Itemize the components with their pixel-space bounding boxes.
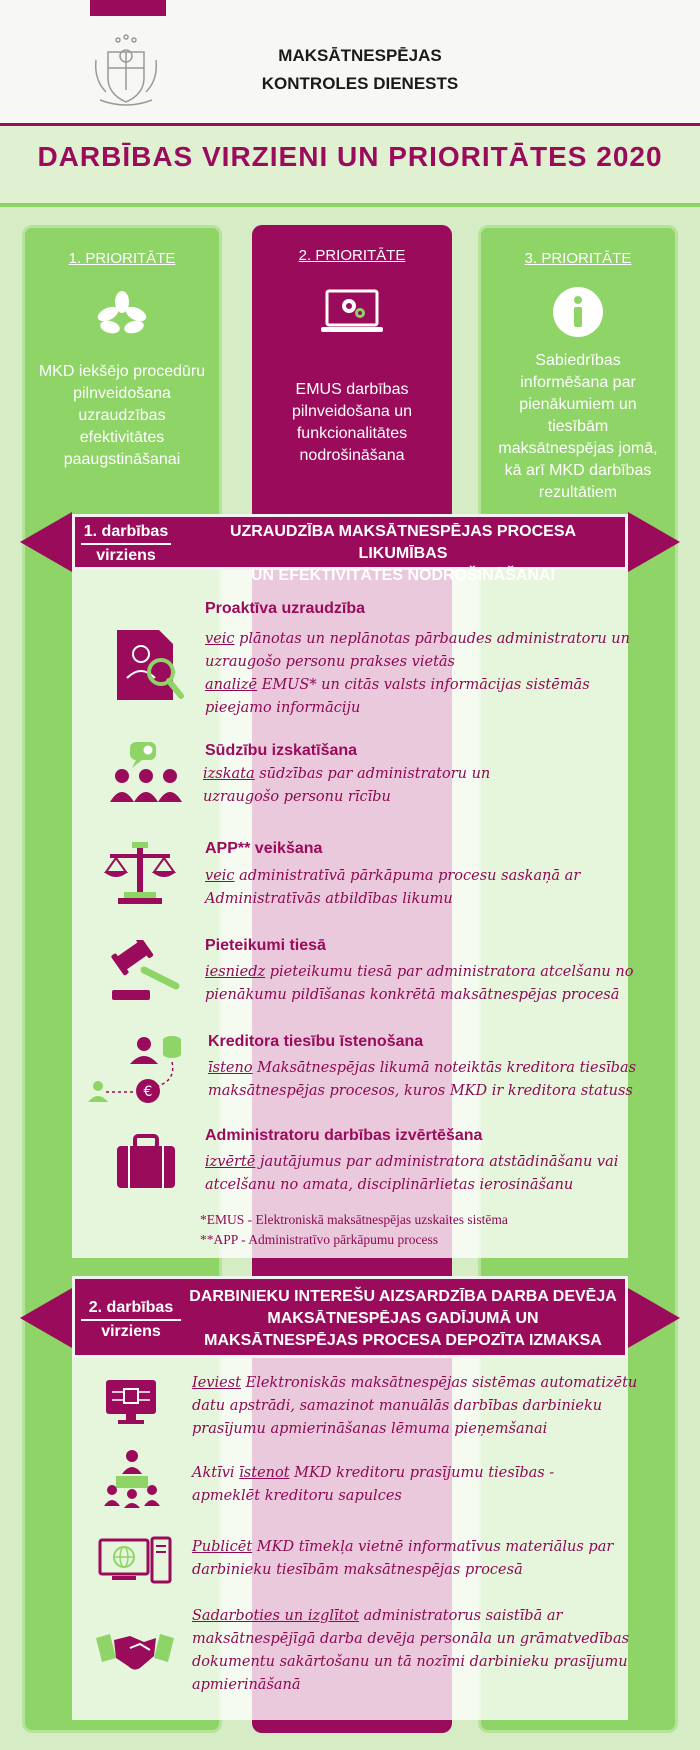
item-1-text (205, 628, 630, 720)
d2-item-3-line-1: MKD tīmekļa vietnē informatīvus materiālus par (252, 1539, 614, 1555)
leaves-icon (95, 290, 149, 338)
priority-3-text: Sabiedrības informēšana par pienākumiem un tiesībām maksātnespējas jomā, kā arī MKD darbības rezultātiem (498, 352, 658, 501)
direction-2-banner (72, 1276, 628, 1358)
item-4-line-1: pieteikumu tiesā par administratora atcelšanu no (265, 964, 634, 980)
item-6-line-2: atcelšanu no amata, disciplinārlietas ierosināšanu (205, 1177, 574, 1193)
priority-1-text: MKD iekšējo procedūru pilnveidošana uzraudzības efektivitātes paaugstināšanai (38, 363, 206, 468)
direction-2-title-line-3: MAKSĀTNESPĒJAS PROCESA DEPOZĪTA IZMAKSA (204, 1332, 602, 1349)
direction-2-title (185, 1286, 621, 1352)
item-4-verb-1: iesniedz (205, 964, 266, 980)
direction-1-arrow-left (20, 512, 72, 572)
d2-item-4-line-2: maksātnespējīgā darba devēja personāla un grāmatvedības (192, 1631, 630, 1647)
d2-item-2-line-1a: Aktīvi (192, 1465, 240, 1481)
direction-1-title (185, 521, 621, 587)
item-1-title: Proaktīva uzraudzība (205, 600, 366, 617)
d2-item-1-line-3: prasījumu apmierināšanas lēmuma pieņemšanai (192, 1421, 548, 1437)
org-line-2: KONTROLES DIENESTS (261, 74, 459, 93)
item-1-verb-1: veic (205, 631, 235, 647)
item-5-line-1: Maksātnespējas likumā noteiktās kreditora tiesības (252, 1060, 637, 1076)
direction-1-label-line-1: 1. darbības (81, 521, 171, 545)
scales-icon (104, 842, 176, 904)
title-band-divider (0, 203, 700, 207)
d2-item-4-line-1: administratorus saistībā ar (359, 1608, 563, 1624)
item-4-line-2: pienākumu pildīšanas konkrētā maksātnespējas procesā (205, 987, 620, 1003)
direction-1-label (81, 521, 171, 567)
footnote-app: **APP - Administratīvo pārkāpumu process (200, 1232, 438, 1247)
item-6-text (205, 1151, 618, 1197)
org-line-1: MAKSĀTNESPĒJAS (278, 46, 442, 65)
direction-2-arrow-left (20, 1288, 72, 1348)
item-2-line-2: uzraugošo personu rīcību (203, 789, 391, 805)
item-2-title: Sūdzību izskatīšana (205, 742, 358, 759)
d2-item-2-line-1b: MKD kreditoru prasījumu tiesības - (289, 1465, 555, 1481)
priority-2-label: 2. PRIORITĀTE (298, 247, 406, 264)
priority-2-text: EMUS darbības pilnveidošana un funkcionalitātes nodrošināšana (291, 381, 413, 464)
direction-1-arrow-right (628, 512, 680, 572)
priority-3-label: 3. PRIORITĀTE (524, 250, 632, 267)
direction-1-banner (72, 514, 628, 584)
item-1-line-1: plānotas un neplānotas pārbaudes administratoru un (234, 631, 630, 647)
d2-item-2-line-2: apmeklēt kreditoru sapulces (192, 1488, 402, 1504)
gavel-icon (108, 940, 184, 1004)
coat-of-arms-icon (86, 30, 166, 110)
item-2-verb-1: izskata (203, 766, 255, 782)
item-3-verb-1: veic (205, 868, 235, 884)
direction-2-title-line-1: DARBINIEKU INTEREŠU AIZSARDZĪBA DARBA DEVĒJA (189, 1288, 617, 1305)
d2-item-3-text (192, 1536, 613, 1582)
item-6-verb-1: izvērtē (205, 1154, 256, 1170)
people-complaint-icon (110, 742, 182, 808)
item-6-title: Administratoru darbības izvērtēšana (205, 1127, 483, 1144)
document-magnifier-icon (115, 628, 185, 704)
laptop-gears-icon (319, 287, 385, 337)
d2-item-2-text (192, 1462, 554, 1508)
organization-name (250, 42, 470, 98)
circuit-monitor-icon (104, 1378, 158, 1426)
d2-item-1-text (192, 1372, 637, 1441)
direction-1-label-line-2: virziens (96, 547, 156, 564)
top-accent-bar (90, 0, 166, 16)
d2-item-4-text (192, 1605, 629, 1697)
item-1-line-2: uzraugošo personu prakses vietās (205, 654, 455, 670)
item-5-text (208, 1057, 636, 1103)
item-3-line-1: administratīvā pārkāpuma procesu saskaņā ar (234, 868, 581, 884)
meeting-icon (102, 1450, 162, 1508)
d2-item-4-line-4: apmierināšanā (192, 1677, 301, 1693)
direction-2-label-line-2: virziens (101, 1323, 161, 1340)
d2-item-1-verb-1: Ieviest (192, 1375, 241, 1391)
info-icon (552, 286, 604, 338)
handshake-icon (94, 1628, 176, 1676)
direction-1-title-line-2: UN EFEKTIVITĀTES NODROŠINĀŠANAI (250, 567, 555, 584)
item-2-text (203, 763, 490, 809)
item-3-line-2: Administratīvās atbildības likumu (205, 891, 453, 907)
item-5-title: Kreditora tiesību īstenošana (208, 1033, 424, 1050)
item-1-verb-3: analizē (205, 677, 258, 693)
direction-2-label (81, 1297, 181, 1343)
computer-globe-icon (98, 1536, 172, 1586)
item-1-line-4: pieejamo informāciju (205, 700, 361, 716)
item-5-line-2: maksātnespējas procesos, kuros MKD ir kreditora statuss (208, 1083, 633, 1099)
item-5-verb-1: īsteno (208, 1060, 253, 1076)
d2-item-4-verb-1: Sadarboties un izglītot (192, 1608, 360, 1624)
item-6-line-1: jautājumus par administratora atstādināšanu vai (255, 1154, 619, 1170)
item-1-line-3: EMUS* un citās valsts informācijas sistēmās (257, 677, 590, 693)
direction-2-arrow-right (628, 1288, 680, 1348)
item-4-title: Pieteikumi tiesā (205, 937, 326, 954)
direction-2-label-line-1: 2. darbības (81, 1297, 181, 1321)
direction-2-title-line-2: MAKSĀTNESPĒJAS GADĪJUMĀ UN (267, 1310, 539, 1327)
creditor-euro-icon (86, 1034, 186, 1106)
item-2-line-1: sūdzības par administratoru un (254, 766, 491, 782)
footnote-emus: *EMUS - Elektroniskā maksātnespējas uzskaites sistēma (200, 1212, 508, 1227)
d2-item-3-line-2: darbinieku tiesībām maksātnespējas procesā (192, 1562, 523, 1578)
direction-1-title-line-1: UZRAUDZĪBA MAKSĀTNESPĒJAS PROCESA LIKUMĪBAS (229, 523, 577, 562)
item-4-text (205, 961, 633, 1007)
d2-item-1-line-2: datu apstrādi, samazinot manuālās darbības darbinieku (192, 1398, 603, 1414)
d2-item-2-verb: īstenot (239, 1465, 290, 1481)
page-title: DARBĪBAS VIRZIENI UN PRIORITĀTES 2020 (37, 141, 663, 172)
d2-item-4-line-3: dokumentu sakārtošanu un tā nozīmi darbinieku prasījumu (192, 1654, 628, 1670)
d2-item-1-line-1: Elektroniskās maksātnespējas sistēmas automatizētu (241, 1375, 638, 1391)
item-3-text (205, 865, 580, 911)
svg-text:€: € (143, 1084, 153, 1100)
priority-1-label: 1. PRIORITĀTE (68, 250, 176, 267)
item-3-title: APP** veikšana (205, 840, 323, 857)
briefcase-icon (115, 1134, 177, 1190)
d2-item-3-verb-1: Publicēt (192, 1539, 253, 1555)
